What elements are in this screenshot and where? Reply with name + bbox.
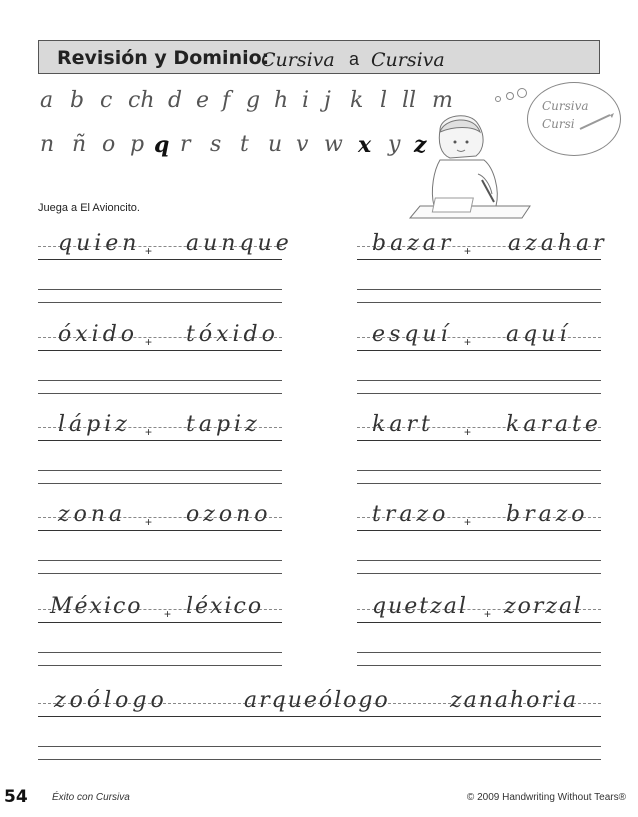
letter: e: [196, 88, 210, 113]
title-heading: Revisión y Dominio:: [57, 47, 270, 69]
exercise-word: bazar: [372, 231, 455, 256]
letter: y: [388, 132, 401, 157]
exercise-word: tapiz: [186, 412, 261, 437]
practice-line: [357, 289, 601, 290]
thought-dot: [506, 92, 514, 100]
pencil-icon: [576, 111, 616, 133]
writing-baseline: [357, 622, 601, 623]
book-title: Éxito con Cursiva: [52, 792, 130, 803]
practice-line: [38, 483, 282, 484]
exercise-word: zanahoria: [450, 688, 579, 713]
exercise-word: kart: [372, 412, 434, 437]
exercise-word: trazo: [372, 502, 450, 527]
practice-line: [38, 393, 282, 394]
letter: j: [324, 88, 331, 113]
letter: d: [168, 88, 183, 113]
exercise-word: brazo: [506, 502, 589, 527]
practice-line: [38, 652, 282, 653]
letter: s: [210, 132, 222, 157]
exercise-word: zorzal: [504, 594, 584, 619]
letter: r: [180, 132, 191, 157]
plus-sign: +: [145, 515, 153, 529]
practice-line: [38, 665, 282, 666]
letter: l: [380, 88, 388, 113]
practice-line: [357, 393, 601, 394]
exercise-word: aquí: [506, 322, 571, 347]
page-number: 54: [4, 787, 28, 807]
plus-sign: +: [145, 335, 153, 349]
letter: n: [40, 132, 55, 157]
plus-sign: +: [464, 335, 472, 349]
letter: k: [350, 88, 364, 113]
letter: m: [432, 88, 453, 113]
instruction-text: Juega a El Avioncito.: [38, 202, 140, 214]
letter: h: [274, 88, 289, 113]
letter: b: [70, 88, 85, 113]
copyright-notice: © 2009 Handwriting Without Tears®: [466, 792, 626, 803]
practice-line: [38, 759, 601, 760]
letter: ñ: [72, 132, 87, 157]
plus-sign: +: [484, 607, 492, 621]
writing-baseline: [38, 440, 282, 441]
exercise-word: México: [50, 594, 143, 619]
practice-line: [357, 560, 601, 561]
practice-line: [357, 302, 601, 303]
exercise-word: quetzal: [372, 594, 468, 619]
writing-baseline: [38, 350, 282, 351]
practice-line: [357, 665, 601, 666]
exercise-word: esquí: [372, 322, 452, 347]
practice-line: [38, 302, 282, 303]
letter-bold: z: [414, 132, 427, 158]
girl-writing-illustration: [400, 110, 540, 220]
writing-baseline: [357, 440, 601, 441]
plus-sign: +: [145, 425, 153, 439]
exercise-word: tóxido: [186, 322, 279, 347]
letter: a: [40, 88, 54, 113]
practice-line: [357, 380, 601, 381]
plus-sign: +: [164, 607, 172, 621]
letter: w: [324, 132, 343, 157]
letter: ll: [402, 88, 417, 113]
practice-line: [357, 470, 601, 471]
exercise-word: léxico: [186, 594, 264, 619]
practice-line: [357, 573, 601, 574]
practice-line: [38, 380, 282, 381]
practice-line: [38, 746, 601, 747]
writing-baseline: [357, 350, 601, 351]
title-connector: a: [349, 49, 360, 69]
writing-baseline: [357, 259, 601, 260]
practice-line: [38, 470, 282, 471]
letter: o: [102, 132, 116, 157]
practice-line: [38, 289, 282, 290]
letter: v: [296, 132, 309, 157]
practice-line: [38, 573, 282, 574]
writing-baseline: [38, 622, 282, 623]
exercise-word: arqueólogo: [244, 688, 390, 713]
plus-sign: +: [464, 425, 472, 439]
exercise-word: azahar: [508, 231, 608, 256]
practice-line: [38, 560, 282, 561]
letter: p: [130, 132, 145, 157]
plus-sign: +: [464, 244, 472, 258]
letter-bold: q: [154, 132, 170, 158]
title-cursive-2: Cursiva: [371, 49, 445, 71]
letter-bold: x: [358, 132, 372, 158]
exercise-word: ozono: [186, 502, 272, 527]
writing-baseline: [38, 259, 282, 260]
writing-baseline: [357, 530, 601, 531]
title-bar: [38, 40, 600, 74]
exercise-word: óxido: [58, 322, 139, 347]
thought-bubble: [527, 82, 621, 156]
exercise-word: zoólogo: [54, 688, 168, 713]
letter: f: [222, 88, 231, 113]
letter: u: [268, 132, 283, 157]
bubble-text-2: Cursi: [542, 117, 575, 131]
thought-dot: [517, 88, 527, 98]
exercise-word: lápiz: [58, 412, 131, 437]
letter: c: [100, 88, 113, 113]
exercise-word: quien: [58, 231, 141, 256]
writing-baseline: [38, 716, 601, 717]
plus-sign: +: [464, 515, 472, 529]
practice-line: [357, 652, 601, 653]
practice-line: [357, 483, 601, 484]
bubble-text-1: Cursiva: [542, 99, 589, 113]
title-cursive-1: Cursiva: [261, 49, 335, 71]
thought-dot: [495, 96, 501, 102]
plus-sign: +: [145, 244, 153, 258]
exercise-word: karate: [506, 412, 602, 437]
writing-baseline: [38, 530, 282, 531]
letter: t: [240, 132, 249, 157]
exercise-word: aunque: [186, 231, 293, 256]
letter: g: [246, 88, 261, 113]
exercise-word: zona: [58, 502, 127, 527]
letter: ch: [128, 88, 155, 113]
letter: i: [302, 88, 310, 113]
